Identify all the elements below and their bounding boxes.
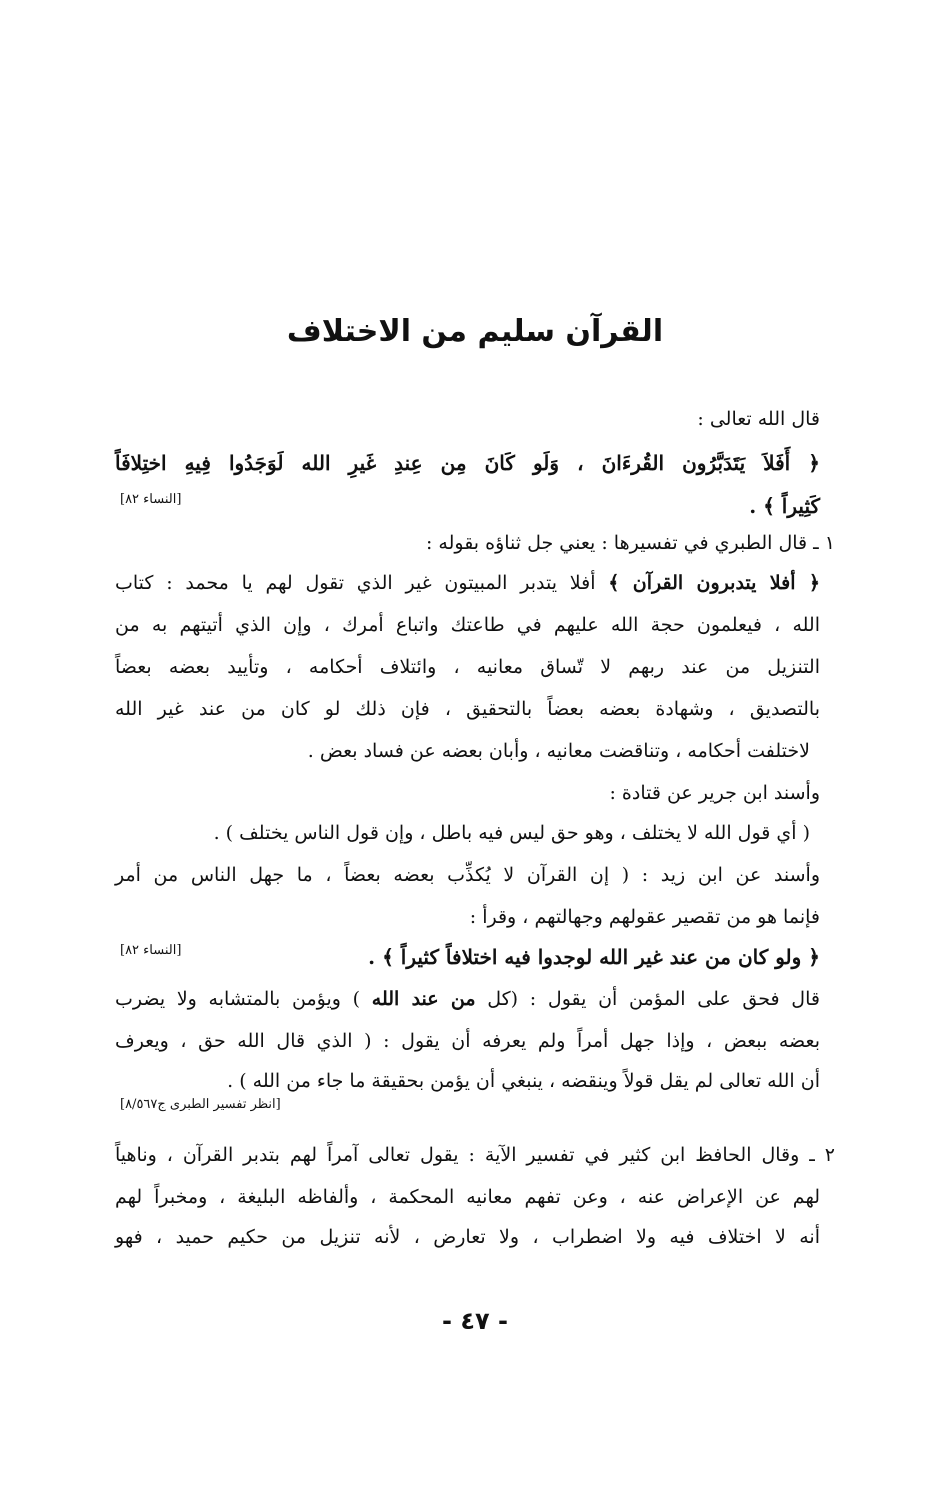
text-line: وأسند ابن جرير عن قتادة :: [609, 782, 820, 804]
text-line: فإنما هو من تقصير عقولهم وجهالتهم ، وقرأ :: [469, 906, 820, 928]
text-span: أفلا يتدبر المبيتون غير الذي تقول لهم يا محمد : كتاب: [115, 572, 609, 594]
citation-ref: [النساء ٨٢]: [120, 943, 182, 958]
text-line: أنه لا اختلاف فيه ولا اضطراب ، ولا تعارض ، لأنه تنزيل من حكيم حميد ، فهو: [115, 1226, 820, 1248]
text-span: قال فحق على المؤمن أن يقول : (كل: [475, 988, 820, 1010]
text-line: [115, 982, 820, 1016]
quoted-verse: ﴿ أفلا يتدبرون القرآن ﴾: [608, 572, 820, 594]
text-line: بالتصديق ، وشهادة بعضه بعضاً بالتحقيق ، فإن ذلك لو كان من عند غير الله: [115, 698, 820, 720]
numbered-paragraph-1: ١ ـ قال الطبري في تفسيرها : يعني جل ثناؤه بقوله :: [425, 532, 835, 554]
text-span: ) ويؤمن بالمتشابه ولا يضرب: [115, 988, 372, 1010]
text-line: ( أي قول الله لا يختلف ، وهو حق ليس فيه باطل ، وإن قول الناس يختلف ) .: [213, 822, 810, 844]
verse-line: ﴿ أَفَلاَ يَتَدَبَّرُون القُرءَانَ ، وَلَو كَانَ مِن عِندِ غَيرِ الله لَوَجَدُوا فِيهِ اختِلافَاً: [115, 451, 820, 475]
text-line: لاختلفت أحكامه ، وتناقضت معانيه ، وأبان بعضه عن فساد بعض .: [307, 740, 810, 762]
citation-ref: [النساء ٨٢]: [120, 492, 182, 507]
numbered-paragraph-2: ٢ ـ وقال الحافظ ابن كثير في تفسير الآية : يقول تعالى آمراً لهم بتدبر القرآن ، وناهياً: [115, 1144, 835, 1166]
text-line: وأسند عن ابن زيد : ( إن القرآن لا يُكذِّب بعضه بعضاً ، ما جهل الناس من أمر: [115, 864, 820, 886]
text-line: لهم عن الإعراض عنه ، وعن تفهم معانيه المحكمة ، وألفاظه البليغة ، ومخبراً لهم: [115, 1186, 820, 1208]
page-title: القرآن سليم من الاختلاف: [286, 314, 664, 349]
citation-ref: [انظر تفسير الطبرى ج٨/٥٦٧]: [120, 1097, 281, 1112]
page-number: - ٤٧ -: [442, 1307, 508, 1335]
text-line-intro: قال الله تعالى :: [697, 408, 820, 430]
text-line: التنزيل من عند ربهم لا تّساق معانيه ، وائتلاف أحكامه ، وتأييد بعضه بعضاً: [115, 656, 820, 678]
quoted-phrase: من عند الله: [371, 988, 476, 1010]
text-line: أن الله تعالى لم يقل قولاً وينقضه ، ينبغي أن يؤمن بحقيقة ما جاء من الله ) .: [227, 1070, 820, 1092]
text-line: الله ، فيعلمون حجة الله عليهم في طاعتك واتباع أمرك ، وإن الذي أتيتهم به من: [115, 614, 820, 636]
text-line: [115, 566, 820, 600]
text-line: بعضه ببعض ، وإذا جهل أمراً ولم يعرفه أن يقول : ( الذي قال الله حق ، ويعرف: [115, 1030, 820, 1052]
verse-line-end: كَثِيراً ﴾ .: [749, 494, 820, 518]
verse-line: ﴿ ولو كان من عند غير الله لوجدوا فيه اختلافاً كثيراً ﴾ .: [368, 945, 820, 969]
